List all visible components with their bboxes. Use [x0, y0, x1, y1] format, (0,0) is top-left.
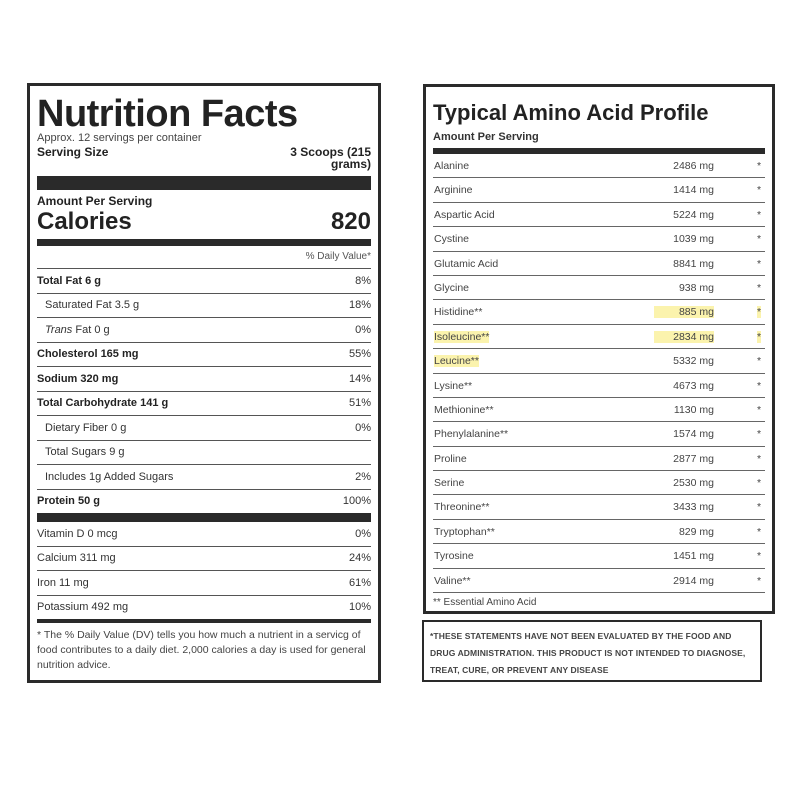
amino-name: Aspartic Acid — [434, 208, 495, 221]
nutrient-row — [37, 392, 371, 417]
nutrient-label: Total Sugars 9 g — [45, 446, 125, 459]
amino-amount: 1039 mg — [673, 233, 714, 246]
nutrient-row — [37, 367, 371, 392]
serving-size-label: Serving Size — [37, 145, 109, 159]
amino-star: * — [757, 525, 762, 538]
nutrient-dv: 2% — [355, 470, 371, 483]
vitamin-label: Vitamin D 0 mcg — [37, 527, 118, 540]
amino-row — [433, 178, 765, 202]
amino-row — [433, 325, 765, 349]
vitamin-divider — [37, 513, 371, 522]
amino-amount: 3433 mg — [673, 501, 714, 514]
amino-star: * — [757, 233, 762, 246]
amino-name: Alanine — [434, 160, 470, 172]
nutrition-title: Nutrition Facts — [37, 93, 298, 135]
nutrient-dv: 0% — [355, 421, 371, 434]
amino-name: Isoleucine** — [434, 330, 490, 343]
amino-row — [433, 544, 765, 568]
amino-row — [433, 203, 765, 227]
amino-star: * — [757, 550, 762, 563]
amino-star: * — [757, 403, 762, 416]
amino-star: * — [757, 160, 762, 172]
amino-rows — [433, 154, 765, 593]
nutrient-label: Saturated Fat 3.5 g — [45, 299, 140, 312]
nutrient-label: Protein 50 g — [37, 495, 100, 508]
nutrient-row — [37, 343, 371, 368]
amino-row — [433, 471, 765, 495]
amino-row — [433, 398, 765, 422]
vitamin-label: Potassium 492 mg — [37, 601, 129, 614]
amino-star: * — [757, 306, 762, 319]
nutrient-row — [37, 490, 371, 514]
amino-star: * — [757, 501, 762, 514]
amino-amount: 885 mg — [654, 306, 714, 318]
nutrient-row — [37, 318, 371, 343]
nutrient-label: Includes 1g Added Sugars — [45, 470, 174, 483]
amino-amount: 1130 mg — [673, 403, 714, 416]
vitamin-dv: 10% — [348, 601, 371, 614]
nutrient-label: Sodium 320 mg — [37, 372, 119, 385]
nutrient-label — [37, 324, 110, 336]
nutrient-dv: 100% — [342, 495, 371, 508]
vitamin-dv: 0% — [355, 527, 371, 540]
calories-value: 820 — [330, 208, 371, 235]
amino-name: Histidine** — [434, 306, 483, 319]
amino-name: Leucine** — [434, 355, 479, 368]
amino-name: Phenylalanine** — [434, 428, 509, 441]
nutrient-dv: 14% — [348, 372, 371, 385]
amino-star: * — [757, 379, 762, 392]
amino-row — [433, 252, 765, 276]
amino-row — [433, 276, 765, 300]
amino-name: Glycine — [434, 281, 470, 294]
nutrient-dv: 18% — [348, 299, 371, 312]
nutrient-label: Cholesterol 165 mg — [37, 348, 139, 361]
amino-row — [433, 569, 765, 593]
amino-star: * — [757, 281, 762, 294]
essential-note: ** Essential Amino Acid — [433, 597, 537, 609]
amino-amount: 5332 mg — [673, 355, 714, 368]
amino-name: Threonine** — [434, 501, 490, 514]
amino-name: Serine — [434, 477, 465, 490]
amino-star: * — [757, 257, 762, 270]
amino-amount: 5224 mg — [673, 208, 714, 221]
amino-star: * — [757, 574, 762, 587]
vitamin-dv: 61% — [348, 576, 371, 589]
amino-star: * — [757, 452, 762, 465]
calories-row — [37, 209, 371, 235]
nutrient-label: Total Carbohydrate 141 g — [37, 397, 169, 410]
vitamin-row — [37, 571, 371, 596]
serving-size-row — [37, 146, 371, 170]
amino-row — [433, 227, 765, 251]
amino-amount: 829 mg — [678, 525, 714, 538]
nutrient-row — [37, 465, 371, 490]
amino-row — [433, 300, 765, 324]
amino-star: * — [757, 428, 762, 441]
vitamin-dv: 24% — [348, 552, 371, 565]
amino-row — [433, 374, 765, 398]
nutrient-dv: 51% — [348, 397, 371, 410]
amino-star: * — [757, 477, 762, 490]
amino-row — [433, 422, 765, 446]
trans-prefix: Trans — [45, 323, 73, 336]
amino-row — [433, 154, 765, 178]
nutrient-label: Total Fat 6 g — [37, 274, 101, 287]
amino-amount: 8841 mg — [673, 257, 714, 270]
amino-row — [433, 349, 765, 373]
trans-fat-label: Fat 0 g — [72, 323, 110, 336]
amino-name: Valine** — [434, 574, 471, 587]
amino-title: Typical Amino Acid Profile — [433, 100, 709, 125]
amino-name: Arginine — [434, 184, 473, 197]
fda-disclaimer: *THESE STATEMENTS HAVE NOT BEEN EVALUATED BY THE FOOD AND DRUG ADMINISTRATION. THIS PRODUCT IS NOT INTENDED TO DIAGNOSE, TREAT, CURE, OR PREVENT ANY DISEASE — [422, 620, 762, 682]
nutrient-dv: 8% — [355, 274, 371, 287]
amino-acid-panel — [423, 84, 775, 614]
amino-row — [433, 495, 765, 519]
nutrient-row — [37, 269, 371, 294]
serving-size-value: 3 Scoops (215 grams) — [290, 145, 371, 171]
vitamin-label: Calcium 311 mg — [37, 552, 116, 565]
amino-name: Cystine — [434, 233, 470, 246]
amino-name: Glutamic Acid — [434, 257, 499, 270]
nutrient-label: Dietary Fiber 0 g — [45, 421, 127, 434]
nutrient-row — [37, 416, 371, 441]
amino-star: * — [757, 184, 762, 197]
calories-label: Calories — [37, 208, 132, 235]
amino-amount: 4673 mg — [673, 379, 714, 392]
amino-amount: 1451 mg — [673, 550, 714, 563]
amino-amount: 2914 mg — [673, 574, 714, 587]
amino-star: * — [757, 355, 762, 368]
vitamin-row — [37, 547, 371, 572]
nutrient-dv: 55% — [348, 348, 371, 361]
amino-amount: 2877 mg — [673, 452, 714, 465]
vitamin-row — [37, 522, 371, 547]
amino-row — [433, 447, 765, 471]
amino-star: * — [757, 208, 762, 221]
amino-name: Proline — [434, 452, 467, 465]
nutrient-row — [37, 441, 371, 466]
amino-row — [433, 520, 765, 544]
amino-name: Tyrosine — [434, 550, 474, 563]
servings-per-container: Approx. 12 servings per container — [37, 132, 202, 144]
amino-amount: 2486 mg — [673, 160, 714, 172]
amino-amount: 2530 mg — [673, 477, 714, 490]
amino-name: Lysine** — [434, 379, 473, 392]
nutrient-row — [37, 294, 371, 319]
medium-divider — [37, 239, 371, 246]
nutrient-dv: 0% — [355, 323, 371, 336]
amino-amount: 1574 mg — [673, 428, 714, 441]
amino-amount: 1414 mg — [673, 184, 714, 197]
daily-value-footnote: * The % Daily Value (DV) tells you how much a nutrient in a servicg of food contributes to a daily diet. 2,000 calories a day is used for general nutrition advice. — [37, 629, 366, 671]
thick-divider — [37, 176, 371, 190]
amount-per-serving: Amount Per Serving — [37, 194, 153, 208]
vitamin-row — [37, 596, 371, 624]
daily-value-header: % Daily Value* — [37, 246, 371, 269]
amino-amount: 938 mg — [678, 281, 714, 294]
amino-amount-per-serving: Amount Per Serving — [433, 131, 539, 143]
amino-name: Methionine** — [434, 403, 494, 416]
nutrition-facts-panel — [27, 83, 381, 683]
amino-star: * — [757, 330, 762, 343]
vitamin-label: Iron 11 mg — [37, 576, 89, 589]
amino-amount: 2834 mg — [654, 331, 714, 343]
amino-name: Tryptophan** — [434, 525, 495, 538]
